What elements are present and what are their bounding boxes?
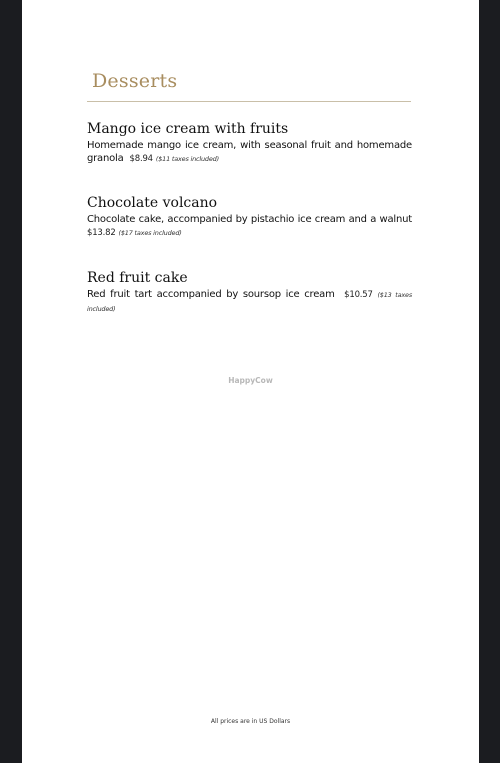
section-title: Desserts: [92, 70, 178, 92]
menu-item-chocolate-volcano: [87, 195, 412, 240]
menu-item-description: [87, 139, 412, 166]
menu-item-red-fruit-cake: [87, 270, 412, 316]
menu-item-name: Chocolate volcano: [87, 195, 218, 211]
currency-footer-note: All prices are in US Dollars: [210, 718, 291, 725]
menu-item-name: Mango ice cream with fruits: [87, 121, 289, 137]
menu-item-description-text: Chocolate cake, accompanied by pistachio ice cream and a walnut: [87, 214, 412, 225]
menu-item-tax-note: ($17 taxes included): [118, 229, 182, 237]
menu-item-tax-note: ($13 taxes included): [87, 291, 413, 313]
menu-item-price: $10.57: [344, 290, 373, 300]
menu-item-name: Red fruit cake: [87, 270, 188, 286]
menu-item-description: [87, 213, 412, 240]
menu-item-mango-ice-cream: [87, 121, 412, 166]
menu-item-price: $8.94: [129, 154, 153, 164]
menu-item-price: $13.82: [87, 228, 116, 238]
menu-item-description-text: Red fruit tart accompanied by soursop ice cream: [87, 289, 335, 300]
happycow-watermark: HappyCow: [228, 376, 273, 385]
section-divider: [87, 101, 411, 102]
menu-page: [22, 0, 479, 763]
menu-item-tax-note: ($11 taxes included): [155, 155, 219, 163]
menu-item-description-text: Homemade mango ice cream, with seasonal fruit and homemade granola: [87, 140, 412, 164]
menu-item-description: [87, 288, 412, 316]
